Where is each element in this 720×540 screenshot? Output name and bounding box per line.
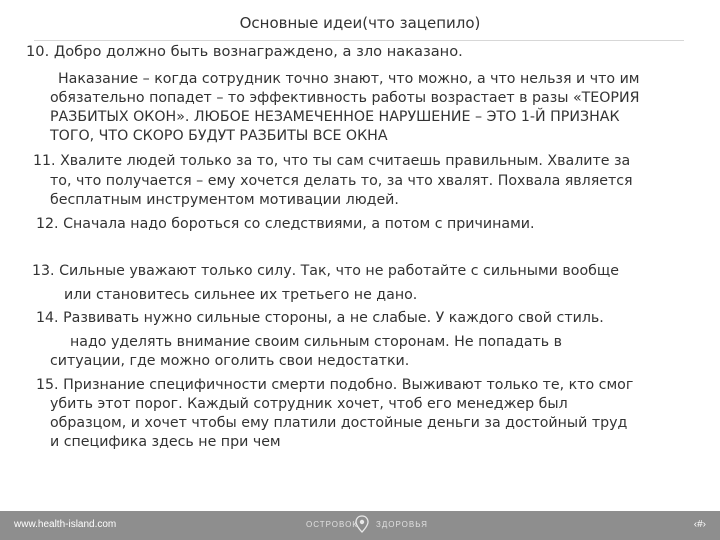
text-line: бесплатным инструментом мотивации людей. bbox=[50, 192, 399, 208]
text-line: 13. Сильные уважают только силу. Так, что не работайте с сильными вообще bbox=[32, 263, 619, 279]
text-line: ситуации, где можно оголить свои недостатки. bbox=[50, 353, 410, 369]
slide-title: Основные идеи(что зацепило) bbox=[239, 14, 481, 32]
text-line: убить этот порог. Каждый сотрудник хочет, чтоб его менеджер был bbox=[50, 396, 568, 412]
text-line: 12. Сначала надо бороться со следствиями, а потом с причинами. bbox=[36, 216, 535, 232]
island-logo-icon bbox=[355, 515, 369, 533]
footer-brand-right: ЗДОРОВЬЯ bbox=[376, 520, 428, 529]
footer-bar bbox=[0, 511, 720, 540]
text-line: РАЗБИТЫХ ОКОН». ЛЮБОЕ НЕЗАМЕЧЕННОЕ НАРУШЕНИЕ – ЭТО 1-Й ПРИЗНАК bbox=[50, 109, 620, 125]
text-line: и специфика здесь не при чем bbox=[50, 434, 281, 450]
text-line: 14. Развивать нужно сильные стороны, а не слабые. У каждого свой стиль. bbox=[36, 310, 604, 326]
text-line: или становитесь сильнее их третьего не дано. bbox=[64, 287, 418, 303]
footer-website: www.health-island.com bbox=[14, 519, 117, 530]
text-line: обязательно попадет – то эффективность работы возрастает в разы «ТЕОРИЯ bbox=[50, 90, 640, 106]
text-line: 11. Хвалите людей только за то, что ты сам считаешь правильным. Хвалите за bbox=[33, 153, 631, 169]
title-divider bbox=[34, 40, 684, 41]
page-number: ‹#› bbox=[693, 519, 706, 530]
text-line: Наказание – когда сотрудник точно знают, что можно, а что нельзя и что им bbox=[58, 71, 640, 87]
text-line: 10. Добро должно быть вознаграждено, а зло наказано. bbox=[26, 43, 463, 60]
text-line: образцом, и хочет чтобы ему платили достойные деньги за достойный труд bbox=[50, 415, 628, 431]
text-line: ТОГО, ЧТО СКОРО БУДУТ РАЗБИТЫ ВСЕ ОКНА bbox=[50, 128, 388, 144]
text-line: надо уделять внимание своим сильным сторонам. Не попадать в bbox=[70, 334, 563, 350]
text-line: то, что получается – ему хочется делать то, за что хвалят. Похвала является bbox=[50, 173, 633, 189]
text-line: 15. Признание специфичности смерти подобно. Выживают только те, кто смог bbox=[36, 377, 634, 393]
footer-brand-left: ОСТРОВОК bbox=[306, 520, 358, 529]
